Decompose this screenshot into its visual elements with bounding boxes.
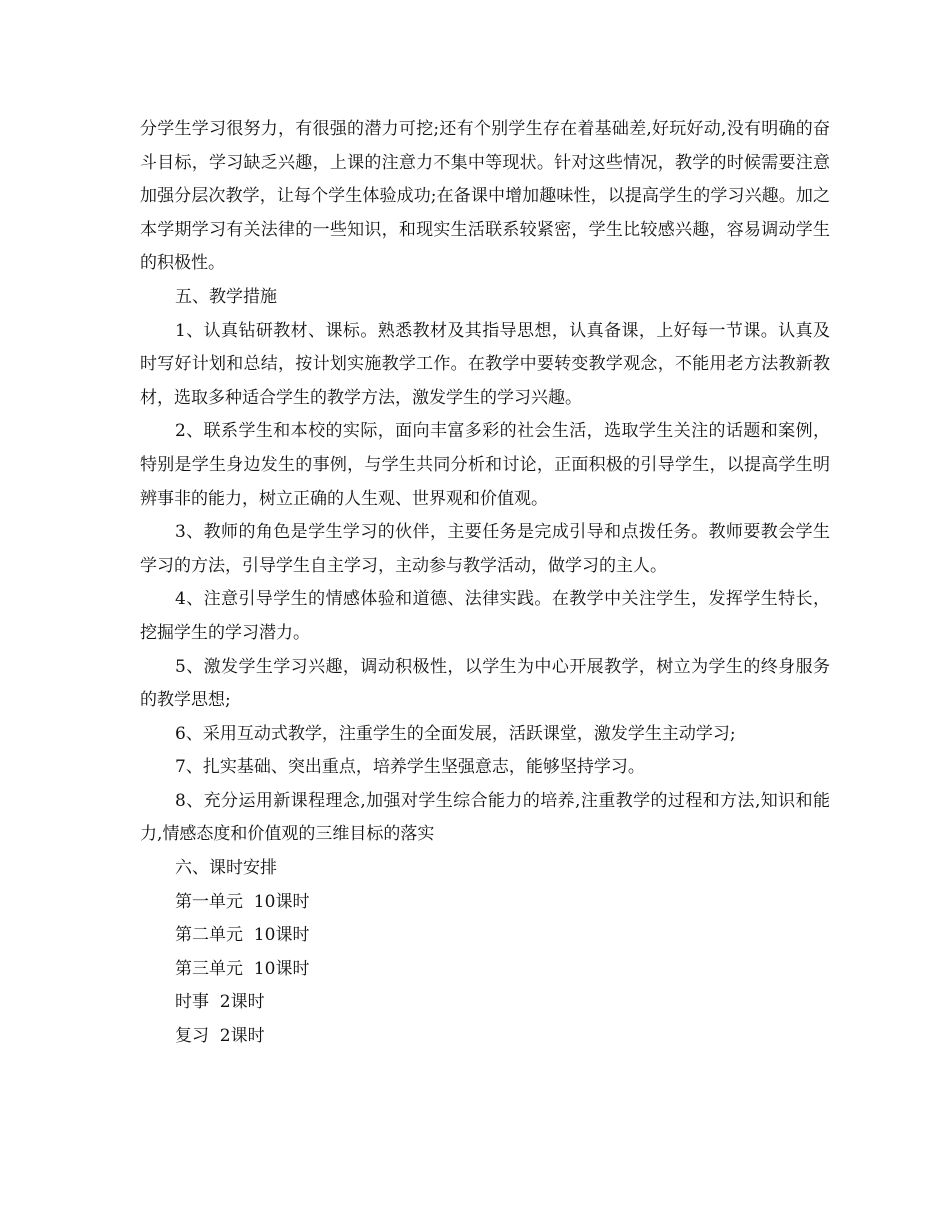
- section-heading-schedule: 六、课时安排: [175, 858, 277, 879]
- schedule-item-review: 复习 2课时: [175, 1026, 265, 1047]
- measure-item-4: 4、注意引导学生的情感体验和道德、法律实践。在教学中关注学生，发挥学生特长，挖掘学生的学习潜力。: [140, 589, 830, 643]
- schedule-item-unit-1: 第一单元 10课时: [175, 891, 310, 912]
- measure-item-1: 1、认真钻研教材、课标。熟悉教材及其指导思想，认真备课，上好每一节课。认真及时写好计划和总结，按计划实施教学工作。在教学中要转变教学观念，不能用老方法教新教材，选取多种适合学生的教学方法，激发学生的学习兴趣。: [140, 320, 830, 408]
- section-heading-teaching-measures: 五、教学措施: [175, 286, 277, 307]
- measure-item-7: 7、扎实基础、突出重点，培养学生坚强意志，能够坚持学习。: [175, 757, 645, 778]
- schedule-item-current-affairs: 时事 2课时: [175, 992, 265, 1013]
- document-page: [140, 113, 830, 1054]
- measure-item-6: 6、采用互动式教学，注重学生的全面发展，活跃课堂，激发学生主动学习;: [175, 723, 736, 744]
- measure-item-3: 3、教师的角色是学生学习的伙伴，主要任务是完成引导和点拨任务。教师要教会学生学习的方法，引导学生自主学习，主动参与教学活动，做学习的主人。: [140, 522, 830, 576]
- intro-paragraph-continued: 分学生学习很努力，有很强的潜力可挖;还有个别学生存在着基础差,好玩好动,没有明确的奋斗目标，学习缺乏兴趣，上课的注意力不集中等现状。针对这些情况，教学的时候需要注意加强分层次教学，让每个学生体验成功;在备课中增加趣味性，以提高学生的学习兴趣。加之本学期学习有关法律的一些知识，和现实生活联系较紧密，学生比较感兴趣，容易调动学生的积极性。: [140, 119, 830, 274]
- measure-item-2: 2、联系学生和本校的实际，面向丰富多彩的社会生活，选取学生关注的话题和案例，特别是学生身边发生的事例，与学生共同分析和讨论，正面积极的引导学生，以提高学生明辨事非的能力，树立正确的人生观、世界观和价值观。: [140, 421, 830, 509]
- schedule-item-unit-3: 第三单元 10课时: [175, 958, 310, 979]
- schedule-item-unit-2: 第二单元 10课时: [175, 925, 310, 946]
- measure-item-5: 5、激发学生学习兴趣，调动积极性，以学生为中心开展教学，树立为学生的终身服务的教学思想;: [140, 656, 830, 711]
- measure-item-8: 8、充分运用新课程理念,加强对学生综合能力的培养,注重教学的过程和方法,知识和能力,情感态度和价值观的三维目标的落实: [140, 790, 830, 845]
